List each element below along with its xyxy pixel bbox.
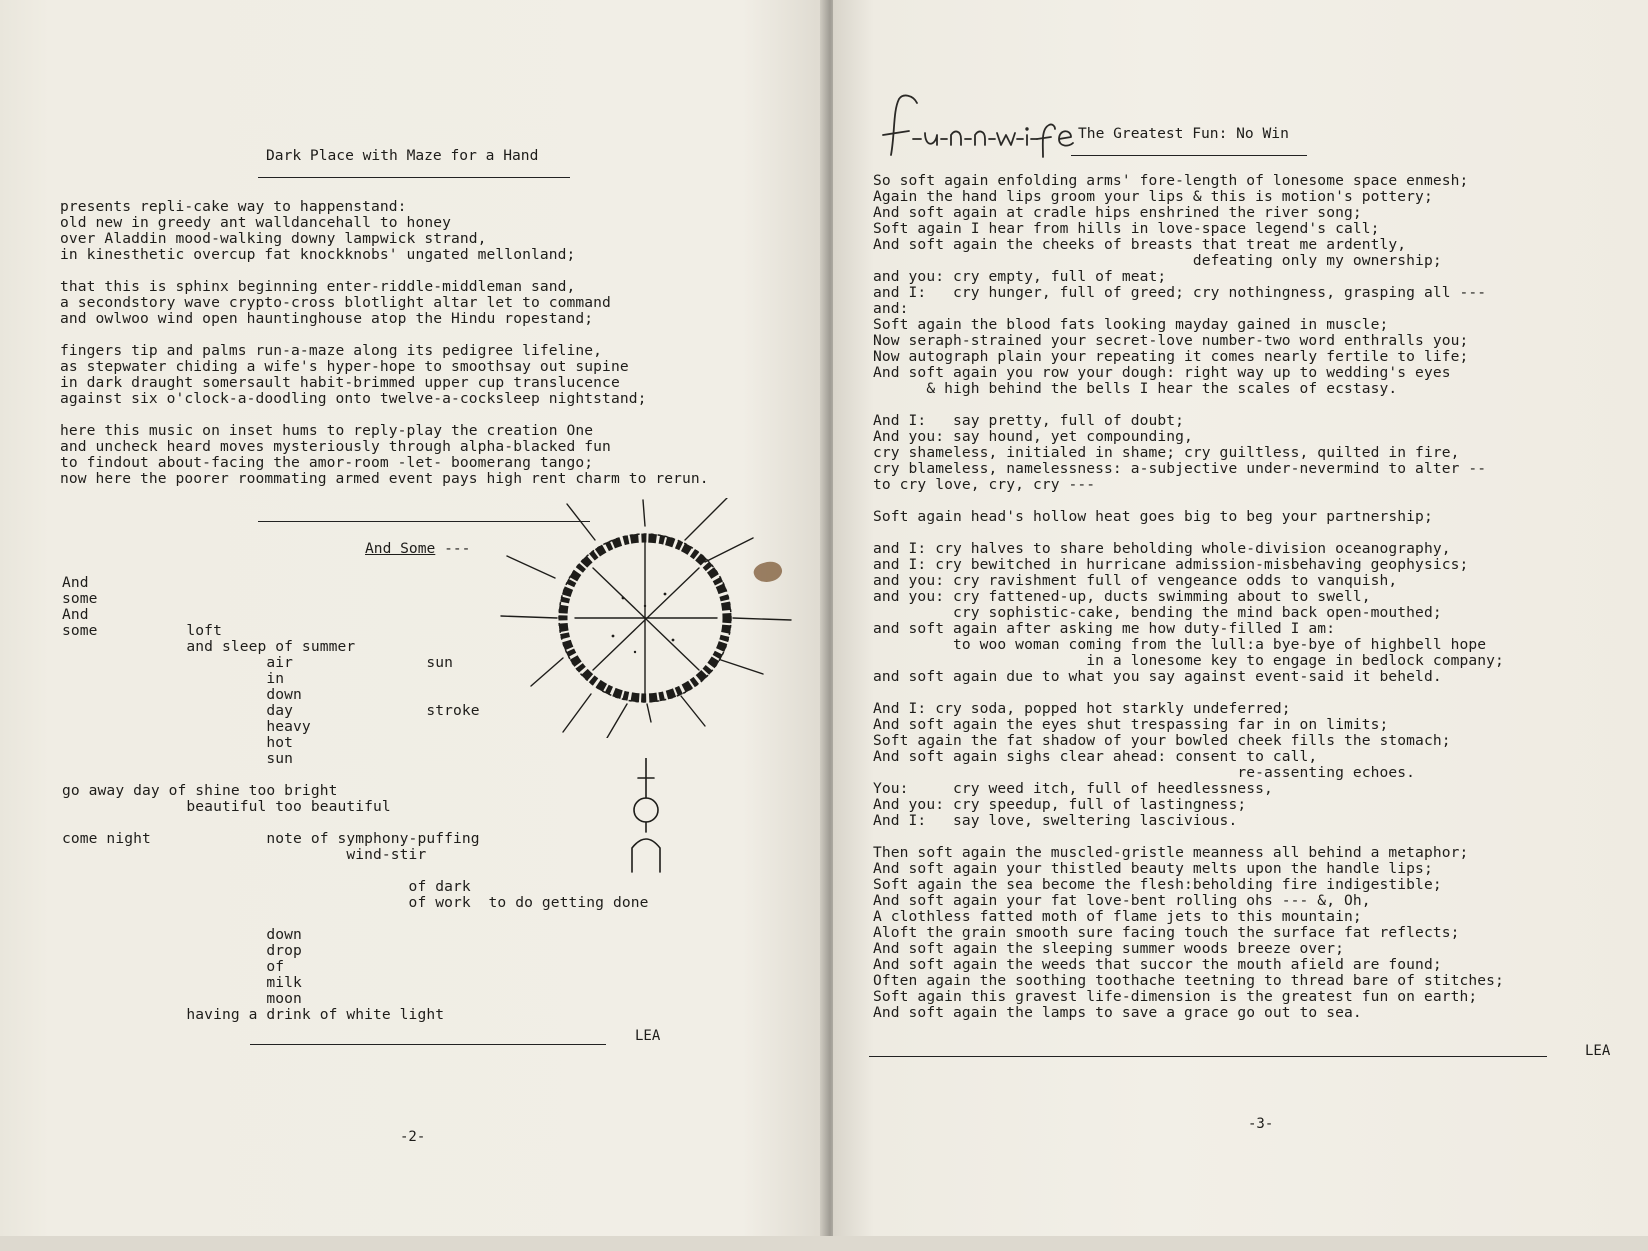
poem3-line: And soft again at cradle hips enshrined the river song; [873,204,1362,221]
poem3-line: And soft again your thistled beauty melts upon the handle lips; [873,860,1433,877]
poem3-line: Often again the soothing toothache teetning to thread bare of stitches; [873,972,1504,989]
poem2-title [365,541,470,557]
poem3-line: re-assenting echoes. [873,764,1416,781]
poem1-line: as stepwater chiding a wife's hyper-hope to smoothsay out supine [60,358,629,375]
poem1-line [60,407,709,423]
signature-right: LEA [1585,1043,1611,1059]
poem3-line: And I: cry soda, popped hot starkly undeferred; [873,700,1291,717]
stick-figure-drawing [626,758,666,876]
poem2-line: down [62,686,302,703]
poem1-body [60,199,709,487]
poem1-line: now here the poorer roommating armed event pays high rent charm to rerun. [60,470,709,487]
poem3-line: Soft again the sea become the flesh:beholding fire indigestible; [873,876,1442,893]
poem1-line: here this music on inset hums to reply-play the creation One [60,422,594,439]
poem1-line: against six o'clock-a-doodling onto twelve-a-cocksleep nightstand; [60,390,647,407]
left-page [0,0,825,1236]
poem3-line [873,685,1504,701]
poem3-line: Soft again the blood fats looking mayday gained in muscle; [873,316,1389,333]
poem2-line: drop [62,942,302,959]
poem1-line: and uncheck heard moves mysteriously through alpha-blacked fun [60,438,611,455]
poem3-line: and you: cry empty, full of meat; [873,268,1167,285]
poem2-line: hot [62,734,294,751]
poem3-line: cry shameless, initialed in shame; cry guiltless, quilted in fire, [873,444,1460,461]
poem3-line: and soft again due to what you say against event-said it beheld. [873,668,1442,685]
poem3-line: and I: cry hunger, full of greed; cry nothingness, grasping all --- [873,284,1487,301]
poem3-line: and you: cry fattened-up, ducts swimming about to swell, [873,588,1371,605]
poem2-line: And [62,574,89,591]
poem2-line: heavy [62,718,311,735]
poem2-line: in [62,670,285,687]
poem3-line: and you: cry ravishment full of vengeance odds to vanquish, [873,572,1398,589]
title-rule [258,177,570,178]
poem3-line: And you: cry speedup, full of lastingness; [873,796,1247,813]
poem3-line: Again the hand lips groom your lips & this is motion's pottery; [873,188,1433,205]
poem1-line: fingers tip and palms run-a-maze along its pedigree lifeline, [60,342,603,359]
poem3-line: to woo woman coming from the lull:a bye-bye of highbell hope [873,636,1487,653]
poem2-line: of [62,958,285,975]
poem3-line: And soft again the weeds that succor the mouth afield are found; [873,956,1442,973]
poem3-line: You: cry weed itch, full of heedlessness, [873,780,1273,797]
poem3-line: And I: say love, sweltering lascivious. [873,812,1238,829]
poem2-line: come night note of symphony-puffing [62,830,480,847]
poem3-line: And soft again the lamps to save a grace go out to sea. [873,1004,1362,1021]
poem2-line: some loft [62,622,222,639]
poem3-line: defeating only my ownership; [873,252,1442,269]
poem2-line: And [62,606,89,623]
poem2-line: moon [62,990,302,1007]
poem2-line: having a drink of white light [62,1006,445,1023]
poem2-line: day stroke [62,702,480,719]
poem2-line: beautiful too beautiful [62,798,391,815]
poem2-title-text: And Some [365,540,436,557]
poem1-line: a secondstory wave crypto-cross blotlight altar let to command [60,294,611,311]
poem1-line: in dark draught somersault habit-brimmed upper cup translucence [60,374,620,391]
poem3-line: Then soft again the muscled-gristle meanness all behind a metaphor; [873,844,1469,861]
poem2-line [62,815,649,831]
poem3-line [873,829,1504,845]
poem3-line [873,493,1504,509]
poem1-line [60,327,709,343]
page-number-right: -3- [1248,1116,1274,1132]
poem3-line: And soft again you row your dough: right way up to wedding's eyes [873,364,1451,381]
poem2-line: go away day of shine too bright [62,782,338,799]
poem-title: The Greatest Fun: No Win [1078,125,1289,142]
page-number-left: -2- [400,1129,426,1145]
poem3-line: Soft again this gravest life-dimension is the greatest fun on earth; [873,988,1478,1005]
poem1-title: Dark Place with Maze for a Hand [266,147,539,164]
poem3-line: Soft again I hear from hills in love-space legend's call; [873,220,1380,237]
poem2-line: of dark [62,878,471,895]
book-bottom-edge [0,1236,1648,1251]
poem2-line: some [62,590,98,607]
poem3-line: and I: cry bewitched in hurricane admission-misbehaving geophysics; [873,556,1469,573]
poem2-line: wind-stir [62,846,427,863]
poem3-line: and I: cry halves to share beholding whole-division oceanography, [873,540,1451,557]
poem2-line: and sleep of summer [62,638,356,655]
poem3-line: So soft again enfolding arms' fore-length of lonesome space enmesh; [873,172,1469,189]
poem3-line: A clothless fatted moth of flame jets to this mountain; [873,908,1362,925]
poem2-title-suffix: --- [435,540,471,557]
poem1-line: old new in greedy ant walldancehall to honey [60,214,451,231]
poem-body-right [873,173,1504,1021]
poem3-line: Now autograph plain your repeating it comes nearly fertile to life; [873,348,1469,365]
poem2-line [62,767,649,783]
poem1-line: to findout about-facing the amor-room -let- boomerang tango; [60,454,594,471]
poem3-line: And soft again sighs clear ahead: consent to call, [873,748,1318,765]
poem1-line [60,263,709,279]
poem2-line: down [62,926,302,943]
poem2-line [62,911,649,927]
poem3-line: And soft again the eyes shut trespassing far in on limits; [873,716,1389,733]
closing-rule-right [869,1056,1547,1057]
poem3-line: cry blameless, namelessness: a-subjective under-nevermind to alter -- [873,460,1487,477]
signature-left: LEA [635,1028,661,1044]
right-page [833,0,1648,1236]
poem3-line: & high behind the bells I hear the scales of ecstasy. [873,380,1398,397]
poem3-line: Aloft the grain smooth sure facing touch the surface fat reflects; [873,924,1460,941]
sun-drawing [495,498,795,738]
poem3-line [873,397,1504,413]
poem2-line: of work to do getting done [62,894,649,911]
poem3-line: and soft again after asking me how duty-filled I am: [873,620,1336,637]
title-rule-right [1071,155,1307,156]
poem1-line: presents repli-cake way to happenstand: [60,198,407,215]
poem3-line: Soft again head's hollow heat goes big to beg your partnership; [873,508,1433,525]
poem3-line: Now seraph-strained your secret-love number-two word enthralls you; [873,332,1469,349]
poem2-line [62,863,649,879]
poem1-line: in kinesthetic overcup fat knockknobs' ungated mellonland; [60,246,576,263]
poem3-line: in a lonesome key to engage in bedlock company; [873,652,1504,669]
poem1-line: and owlwoo wind open hauntinghouse atop the Hindu ropestand; [60,310,594,327]
poem1-line: that this is sphinx beginning enter-riddle-middleman sand, [60,278,576,295]
poem1-line: over Aladdin mood-walking downy lampwick strand, [60,230,487,247]
poem3-line: And soft again the cheeks of breasts that treat me ardently, [873,236,1407,253]
poem3-line: cry sophistic-cake, bending the mind back open-mouthed; [873,604,1442,621]
poem3-line [873,525,1504,541]
poem3-line: to cry love, cry, cry --- [873,476,1096,493]
poem2-line: air sun [62,654,453,671]
poem3-line: And I: say pretty, full of doubt; [873,412,1185,429]
poem3-line: and: [873,300,909,317]
handwritten-heading [881,93,1081,165]
closing-rule [250,1044,606,1045]
poem3-line: And soft again the sleeping summer woods breeze over; [873,940,1344,957]
poem3-line: And soft again your fat love-bent rolling ohs --- &, Oh, [873,892,1371,909]
poem2-line: milk [62,974,302,991]
poem3-line: And you: say hound, yet compounding, [873,428,1193,445]
poem2-line: sun [62,750,294,767]
poem3-line: Soft again the fat shadow of your bowled cheek fills the stomach; [873,732,1451,749]
